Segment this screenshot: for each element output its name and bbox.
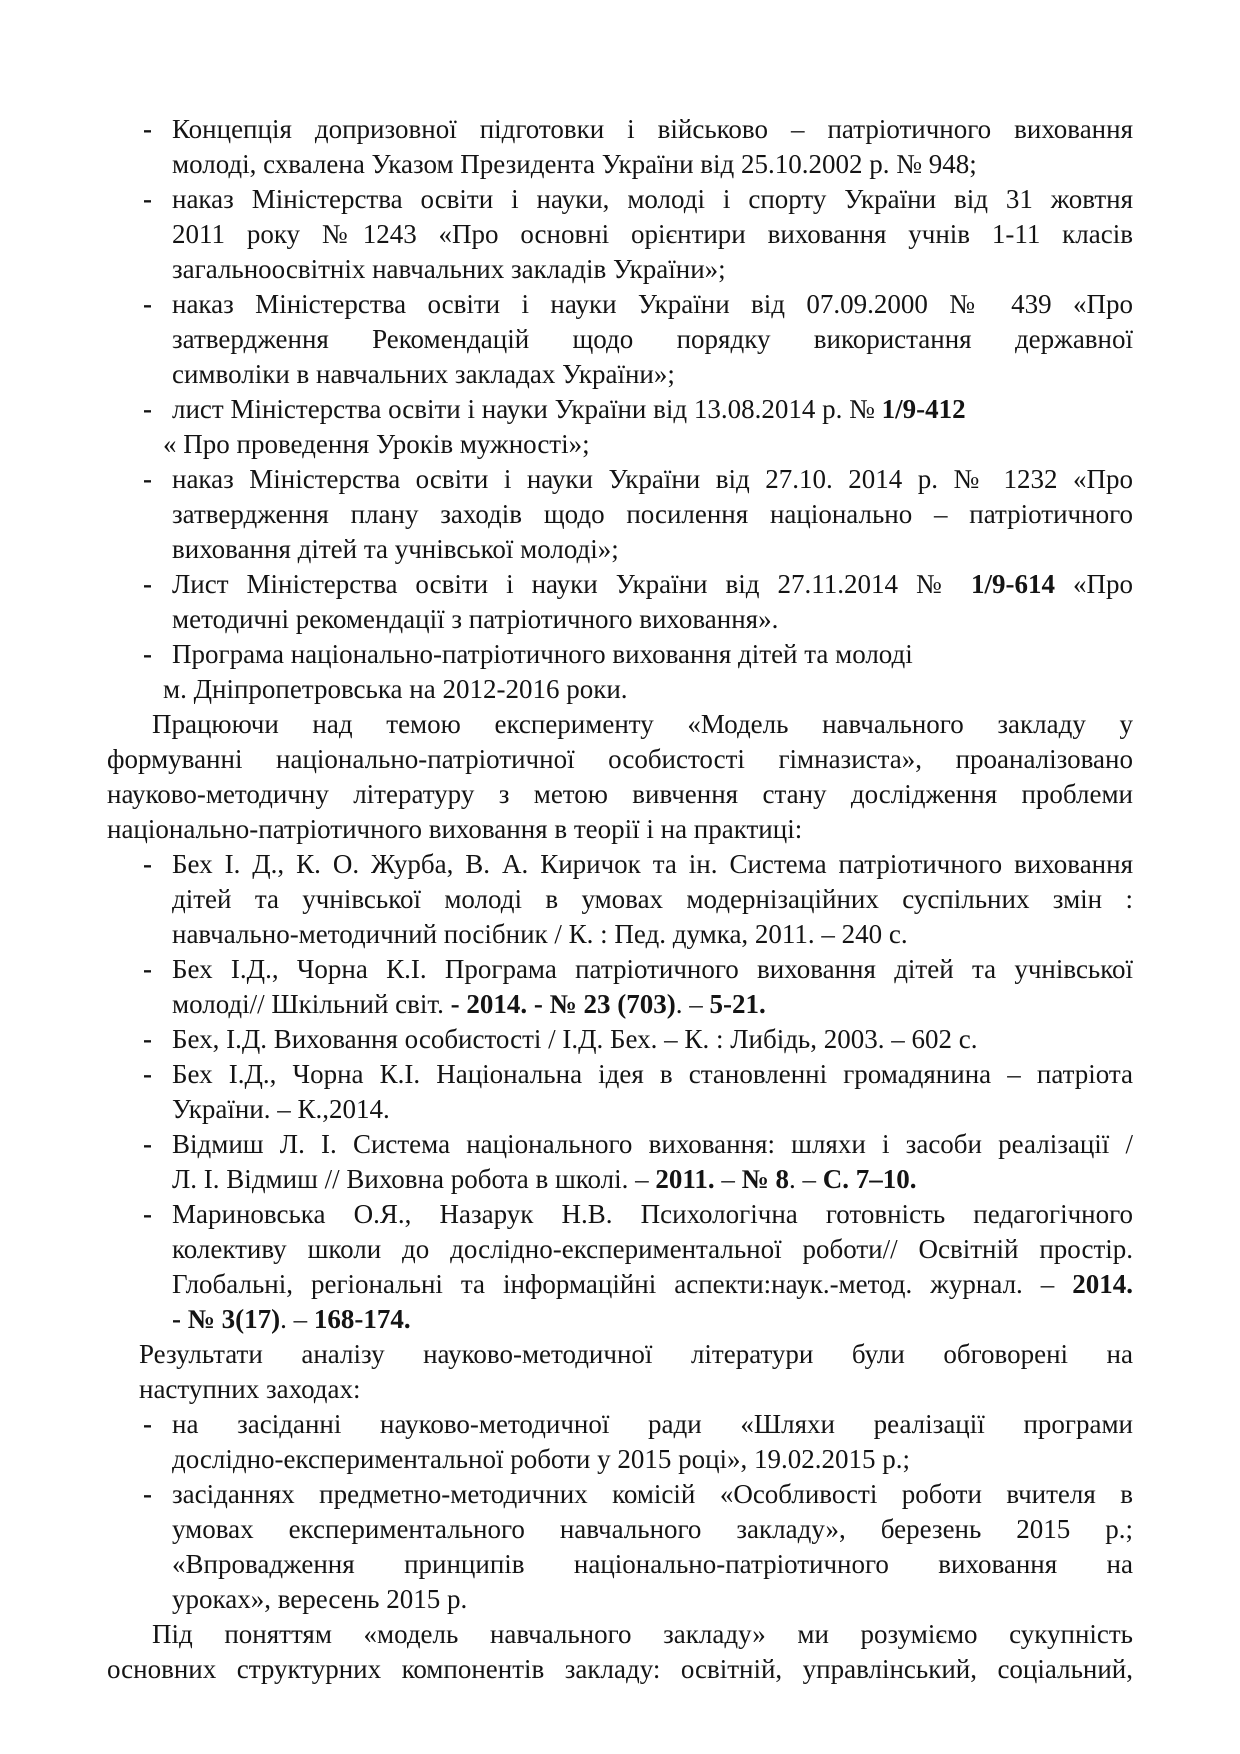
list-item-line [107,1407,1133,1442]
text-segment: – [714,1164,742,1194]
text-segment: . – [675,989,710,1019]
text-segment: виховання дітей та учнівської молоді»; [172,534,619,564]
text-line [107,1337,1133,1372]
text-segment: Під поняттям «модель навчального закладу» ми розуміємо сукупність [152,1619,1133,1649]
text-segment: - 2014. - № 23 (703) [450,989,676,1019]
text-segment: Результати аналізу науково-методичної літератури були обговорені на [139,1339,1133,1369]
list-item-line [107,567,1133,602]
bullet-dash: - [143,954,152,984]
text-segment: 1/9-614 [971,569,1055,599]
text-line [107,1372,1133,1407]
text-segment: « Про проведення Уроків мужності»; [163,429,590,459]
text-segment: методичні рекомендації з патріотичного виховання». [172,604,779,634]
text-segment: Відмиш Л. І. Система національного виховання: шляхи і засоби реалізації / [172,1129,1133,1159]
bullet-dash: - [143,1409,152,1439]
bullet-dash: - [143,394,152,424]
text-segment: 2014. [1072,1269,1133,1299]
text-segment: - № 3(17) [172,1304,281,1334]
text-segment: загальноосвітніх навчальних закладів України»; [172,254,726,284]
text-segment: лист Міністерства освіти і науки України від 13.08.2014 р. № [172,394,882,424]
text-segment: 2011. [655,1164,715,1194]
text-segment: молоді// Шкільний світ. [172,989,451,1019]
text-line [107,357,1133,392]
bullet-dash: - [143,1024,152,1054]
text-segment: № 8 [741,1164,790,1194]
text-line [107,1267,1133,1302]
text-line [107,777,1133,812]
text-segment: символіки в навчальних закладах України»; [172,359,675,389]
bullet-dash: - [143,184,152,214]
text-segment: Бех І.Д., Чорна К.І. Національна ідея в становленні громадянина – патріота [172,1059,1133,1089]
text-line [107,1092,1133,1127]
list-item-line [107,392,1133,427]
text-segment: молоді, схвалена Указом Президента України від 25.10.2002 р. № 948; [172,149,977,179]
text-line [107,672,1133,707]
text-line [107,742,1133,777]
text-line [107,812,1133,847]
text-segment: . – [789,1164,823,1194]
text-segment: Глобальні, регіональні та інформаційні аспекти:наук.-метод. журнал. – [172,1269,1073,1299]
bullet-dash: - [143,114,152,144]
text-segment: наказ Міністерства освіти і науки, молоді і спорту України від 31 жовтня [172,184,1133,214]
bullet-dash: - [143,569,152,599]
text-segment: 168-174. [313,1304,411,1334]
text-segment: основних структурних компонентів закладу: освітній, управлінський, соціальний, [107,1654,1133,1684]
list-item-line [107,1197,1133,1232]
text-segment: затвердження Рекомендацій щодо порядку використання державної [172,324,1133,354]
bullet-dash: - [143,849,152,879]
text-segment: Програма національно-патріотичного виховання дітей та молоді [172,639,913,669]
text-segment: умовах експериментального навчального закладу», березень 2015 р.; [172,1514,1133,1544]
text-segment: Л. І. Відмиш // Виховна робота в школі. – [172,1164,656,1194]
list-item-line [107,1127,1133,1162]
text-line [107,1162,1133,1197]
bullet-dash: - [143,1059,152,1089]
list-item-line [107,287,1133,322]
list-item-line [107,182,1133,217]
text-segment: Бех, І.Д. Виховання особистості / І.Д. Бех. – К. : Либідь, 2003. – 602 с. [172,1024,978,1054]
text-line [107,882,1133,917]
bullet-dash: - [143,639,152,669]
bullet-dash: - [143,464,152,494]
list-item-line [107,1057,1133,1092]
list-item-line [107,112,1133,147]
text-segment: Бех І.Д., Чорна К.І. Програма патріотичного виховання дітей та учнівської [172,954,1133,984]
text-segment: уроках», вересень 2015 р. [172,1584,468,1614]
list-item-line [107,1022,1133,1057]
text-segment: Концепція допризовної підготовки і військово – патріотичного виховання [172,114,1133,144]
text-line [107,1302,1133,1337]
list-item-line [107,952,1133,987]
bullet-dash: - [143,1199,152,1229]
text-segment: наступних заходах: [139,1374,361,1404]
text-line [107,147,1133,182]
list-item-line [107,1477,1133,1512]
text-line [107,1512,1133,1547]
text-segment: формуванні національно-патріотичної особистості гімназиста», проаналізовано [107,744,1133,774]
text-segment: навчально-методичний посібник / К. : Пед. думка, 2011. – 240 с. [172,919,908,949]
text-segment: затвердження плану заходів щодо посилення національно – патріотичного [172,499,1133,529]
text-segment: Бех І. Д., К. О. Журба, В. А. Киричок та ін. Система патріотичного виховання [172,849,1133,879]
text-line [107,532,1133,567]
text-line [107,602,1133,637]
bullet-dash: - [143,289,152,319]
list-item-line [107,847,1133,882]
text-line [107,1582,1133,1617]
text-line [107,707,1133,742]
list-item-line [107,462,1133,497]
text-segment: України. – К.,2014. [172,1094,390,1124]
text-segment: засіданнях предметно-методичних комісій «Особливості роботи вчителя в [172,1479,1133,1509]
text-segment: дослідно-експериментальної роботи у 2015 році», 19.02.2015 р.; [172,1444,911,1474]
text-line [107,1547,1133,1582]
text-segment: колективу школи до дослідно-експериментальної роботи// Освітній простір. [172,1234,1133,1264]
text-segment: національно-патріотичного виховання в теорії і на практиці: [107,814,803,844]
text-segment: на засіданні науково-методичної ради «Шляхи реалізації програми [172,1409,1133,1439]
text-segment: «Про [1055,569,1134,599]
text-line [107,1232,1133,1267]
text-segment: Працюючи над темою експерименту «Модель навчального закладу у [152,709,1133,739]
text-line [107,497,1133,532]
text-segment: С. 7–10. [822,1164,917,1194]
text-segment: Мариновська О.Я., Назарук Н.В. Психологічна готовність педагогічного [172,1199,1133,1229]
text-segment: науково-методичну літературу з метою вивчення стану дослідження проблеми [107,779,1133,809]
text-line [107,1442,1133,1477]
bullet-dash: - [143,1479,152,1509]
text-line [107,217,1133,252]
text-segment: дітей та учнівської молоді в умовах модернізаційних суспільних змін : [172,884,1133,914]
list-item-line [107,637,1133,672]
text-segment: м. Дніпропетровська на 2012-2016 роки. [163,674,628,704]
text-line [107,1652,1133,1687]
text-line [107,1617,1133,1652]
text-line [107,252,1133,287]
document-body [107,112,1133,1687]
text-segment: 5-21. [709,989,766,1019]
text-segment: наказ Міністерства освіти і науки України від 27.10. 2014 р. № 1232 «Про [172,464,1133,494]
text-segment: . – [280,1304,314,1334]
text-segment: Лист Міністерства освіти і науки України від 27.11.2014 № [172,569,971,599]
bullet-dash: - [143,1129,152,1159]
text-segment: наказ Міністерства освіти і науки України від 07.09.2000 № 439 «Про [172,289,1133,319]
text-line [107,427,1133,462]
text-segment: «Впровадження принципів національно-патріотичного виховання на [172,1549,1133,1579]
text-segment: 2011 року №1243 «Про основні орієнтири виховання учнів 1-11 класів [172,219,1133,249]
text-line [107,917,1133,952]
text-line [107,322,1133,357]
text-line [107,987,1133,1022]
text-segment: 1/9-412 [881,394,966,424]
